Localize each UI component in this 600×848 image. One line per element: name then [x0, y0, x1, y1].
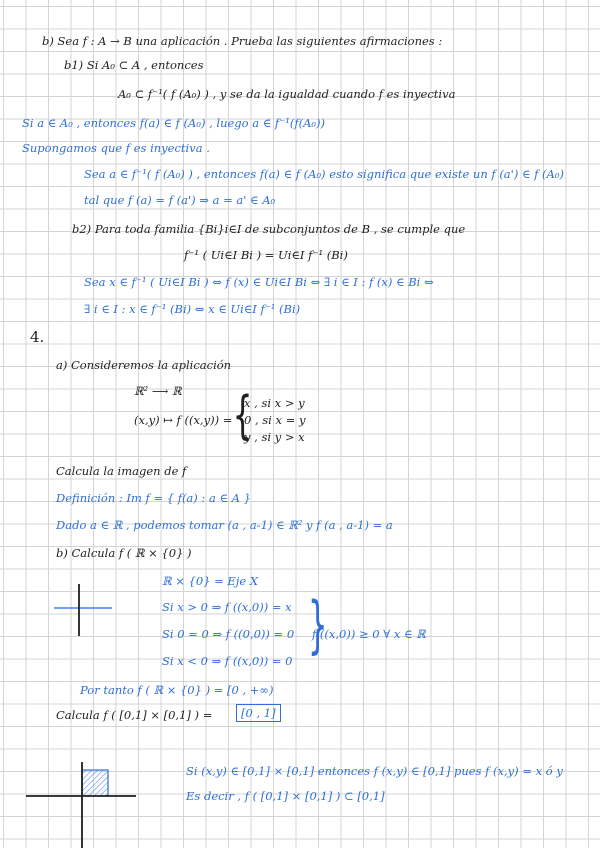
- c-reason-line-2: Es decir , f ( [0,1] × [0,1] ) ⊂ [0,1]: [186, 789, 385, 803]
- therefore-line: Por tanto f ( ℝ × {0} ) = [0 , +∞): [80, 683, 274, 697]
- b1-label: b1) Si A₀ ⊂ A , entonces: [64, 58, 204, 72]
- x-axis-sketch: [54, 582, 116, 638]
- case-3: y , si y > x: [244, 430, 305, 444]
- map-rule: (x,y) ↦ f ((x,y)) =: [134, 413, 233, 427]
- section-number: 4.: [30, 328, 45, 346]
- b2-label: b2) Para toda familia {Bi}i∈I de subconjuntos de B , se cumple que: [72, 222, 466, 236]
- b1-proof-line-4: tal que f (a) = f (a') ⇒ a = a' ∈ A₀: [84, 193, 276, 207]
- c-reason-line-1: Si (x,y) ∈ [0,1] × [0,1] entonces f (x,y) ∈ [0,1] pues f (x,y) = x ó y: [186, 764, 563, 778]
- b2-formula: f⁻¹ ( Ui∈I Bi ) = Ui∈I f⁻¹ (Bi): [184, 248, 348, 262]
- b1-proof-line-1: Si a ∈ A₀ , entonces f(a) ∈ f (A₀) , luego a ∈ f⁻¹(f(A₀)): [22, 116, 325, 130]
- sub-case-1: Si x > 0 ⇒ f ((x,0)) = x: [162, 600, 292, 614]
- b1-proof-line-3: Sea a ∈ f⁻¹( f (A₀) ) , entonces f(a) ∈ f (A₀) esto significa que existe un f (a') ∈ f (A₀): [84, 167, 564, 181]
- calc-image-heading: Calcula la imagen de f: [56, 464, 187, 478]
- cases-brace: {: [232, 386, 253, 446]
- case-1: x , si x > y: [244, 396, 305, 410]
- b2-proof-line-1: Sea x ∈ f⁻¹ ( Ui∈I Bi ) ⇔ f (x) ∈ Ui∈I Bi ⇔ ∃ i ∈ I : f (x) ∈ Bi ⇔: [84, 275, 434, 289]
- b1-proof-line-2: Supongamos que f es inyectiva .: [22, 141, 210, 155]
- sub-conclusion: f ((x,0)) ≥ 0 ∀ x ∈ ℝ: [312, 627, 426, 641]
- b1-formula: A₀ ⊂ f⁻¹( f (A₀) ) , y se da la igualdad cuando f es inyectiva: [118, 87, 456, 101]
- b-calc-heading: b) Calcula f ( ℝ × {0} ): [56, 546, 192, 560]
- c-calc-heading: Calcula f ( [0,1] × [0,1] ) =: [56, 708, 213, 722]
- sub-case-3: Si x < 0 ⇒ f ((x,0)) = 0: [162, 654, 293, 668]
- sub-case-2: Si 0 = 0 ⇒ f ((0,0)) = 0: [162, 627, 295, 641]
- map-domain: ℝ² ⟶ ℝ: [134, 384, 182, 398]
- c-answer-box: [0 , 1]: [236, 704, 281, 722]
- given-line: Dado a ∈ ℝ , podemos tomar (a , a-1) ∈ ℝ² y f (a , a-1) = a: [56, 518, 393, 532]
- unit-square-sketch: [26, 762, 138, 848]
- b2-proof-line-2: ∃ i ∈ I : x ∈ f⁻¹ (Bi) ⇔ x ∈ Ui∈I f⁻¹ (Bi): [84, 302, 301, 316]
- part-b-header: b) Sea f : A → B una aplicación . Prueba las siguientes afirmaciones :: [42, 34, 443, 48]
- definition-line: Definición : Im f = { f(a) : a ∈ A }: [56, 491, 251, 505]
- case-2: 0 , si x = y: [244, 413, 306, 427]
- axis-line: ℝ × {0} = Eje X: [162, 574, 259, 588]
- a-label: a) Consideremos la aplicación: [56, 358, 232, 372]
- sub-cases-brace: }: [307, 588, 328, 661]
